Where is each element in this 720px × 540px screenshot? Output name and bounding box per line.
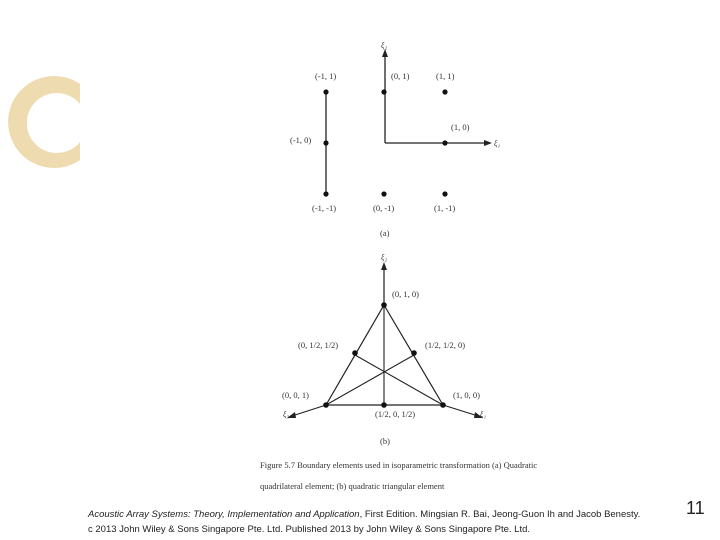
label-bot-left-b: (0, 0, 1) bbox=[282, 390, 309, 400]
xi2-arrow bbox=[382, 49, 388, 57]
caption-line-2: quadrilateral element; (b) quadratic triangular element bbox=[260, 481, 445, 491]
node-apex bbox=[381, 302, 387, 308]
node-bot-mid-b bbox=[381, 402, 387, 408]
label-bot-mid: (0, -1) bbox=[373, 203, 395, 213]
label-bot-left: (-1, -1) bbox=[312, 203, 337, 213]
label-apex: (0, 1, 0) bbox=[392, 289, 419, 299]
label-mid-left: (-1, 0) bbox=[290, 135, 312, 145]
node-top-right bbox=[442, 89, 447, 94]
figure-caption bbox=[260, 455, 560, 497]
sublabel-a: (a) bbox=[380, 228, 390, 238]
xi1-arrow bbox=[484, 140, 492, 146]
label-top-left: (-1, 1) bbox=[315, 71, 337, 81]
node-bot-mid bbox=[381, 191, 386, 196]
xi3-axis bbox=[292, 405, 326, 416]
xi2-arrow-b bbox=[381, 262, 387, 270]
node-right-mid bbox=[411, 350, 417, 356]
citation-rest: , First Edition. Mingsian R. Bai, Jeong-Guon Ih and Jacob Benesty. bbox=[359, 509, 641, 520]
label-top-right: (1, 1) bbox=[436, 71, 455, 81]
label-bot-mid-b: (1/2, 0, 1/2) bbox=[375, 409, 416, 419]
label-bot-right-b: (1, 0, 0) bbox=[453, 390, 480, 400]
node-left-mid bbox=[352, 350, 358, 356]
citation-line-1 bbox=[88, 507, 688, 522]
label-right-mid: (1/2, 1/2, 0) bbox=[425, 340, 466, 350]
label-top-mid: (0, 1) bbox=[391, 71, 410, 81]
xi1-label-b: ξ₁ bbox=[480, 410, 487, 419]
sublabel-b: (b) bbox=[380, 436, 390, 446]
label-left-mid: (0, 1/2, 1/2) bbox=[298, 340, 339, 350]
xi2-label: ξ₂ bbox=[381, 41, 388, 50]
node-bot-left bbox=[323, 191, 328, 196]
node-mid-left bbox=[323, 140, 328, 145]
citation-footer bbox=[88, 507, 688, 537]
xi1-label: ξ₁ bbox=[494, 139, 501, 148]
panel-a-quadrilateral bbox=[290, 41, 500, 238]
copyright-line: c 2013 John Wiley & Sons Singapore Pte. Ltd. Published 2013 by John Wiley & Sons Singapore Pte. Ltd. bbox=[88, 524, 531, 535]
page-number: 11 bbox=[686, 498, 705, 518]
node-bot-right-b bbox=[440, 402, 446, 408]
median-right bbox=[355, 355, 443, 405]
label-bot-right: (1, -1) bbox=[434, 203, 456, 213]
median-left bbox=[326, 355, 414, 405]
xi3-label: ξ₃ bbox=[283, 410, 290, 419]
panel-b-triangle bbox=[282, 253, 486, 446]
book-title: Acoustic Array Systems: Theory, Implementation and Application bbox=[88, 509, 360, 520]
node-mid-right bbox=[442, 140, 447, 145]
node-top-left bbox=[323, 89, 328, 94]
node-bot-left-b bbox=[323, 402, 329, 408]
xi2-label-b: ξ₂ bbox=[381, 253, 388, 262]
node-bot-right bbox=[442, 191, 447, 196]
caption-line-1: Figure 5.7 Boundary elements used in isoparametric transformation (a) Quadratic bbox=[260, 460, 538, 470]
node-top-mid bbox=[381, 89, 386, 94]
xi1-axis-b bbox=[443, 405, 478, 416]
label-mid-right: (1, 0) bbox=[451, 122, 470, 132]
